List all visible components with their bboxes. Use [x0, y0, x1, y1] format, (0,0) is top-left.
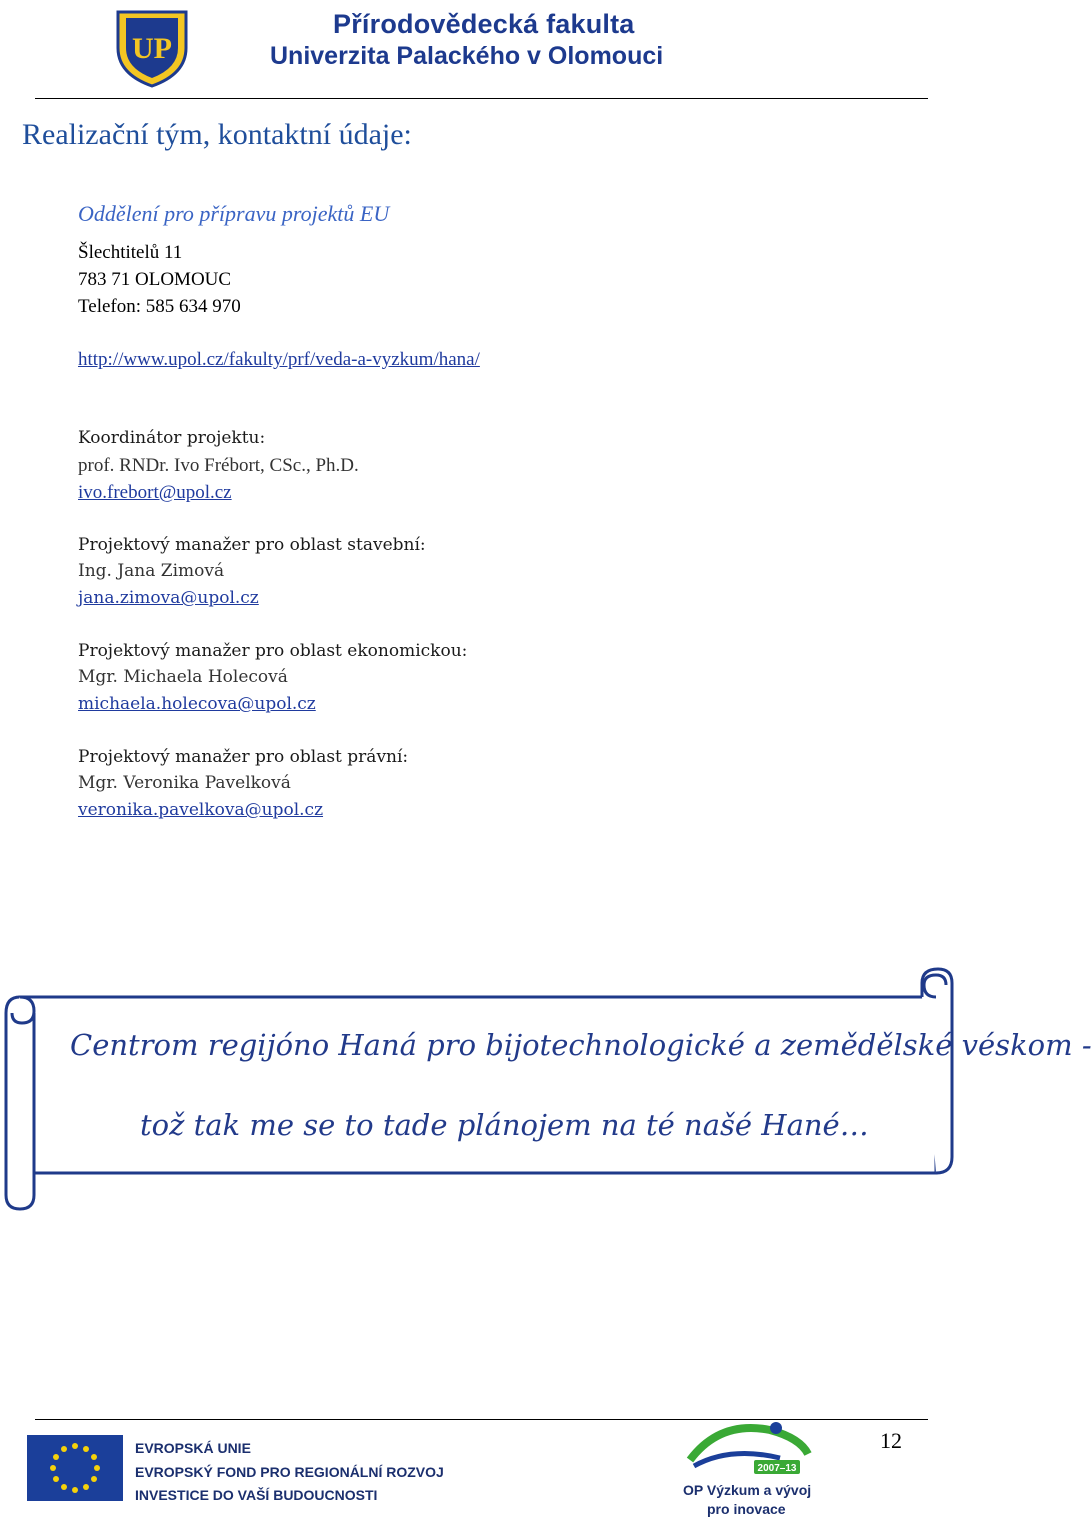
- department-street: Šlechtitelů 11: [78, 242, 183, 263]
- department-phone: Telefon: 585 634 970: [78, 296, 241, 317]
- eu-label: EVROPSKÁ UNIE: [135, 1440, 251, 1456]
- contact-email-link[interactable]: veronika.pavelkova@upol.cz: [78, 800, 324, 820]
- contact-email-link[interactable]: ivo.frebort@upol.cz: [78, 482, 232, 503]
- university-name: Univerzita Palackého v Olomouci: [270, 42, 664, 70]
- contact-name: prof. RNDr. Ivo Frébort, CSc., Ph.D.: [78, 455, 359, 476]
- investment-label: INVESTICE DO VAŠÍ BUDOUCNOSTI: [135, 1487, 378, 1503]
- op-subtitle: pro inovace: [707, 1501, 786, 1517]
- op-years: 2007–13: [757, 1463, 797, 1474]
- contact-role: Projektový manažer pro oblast ekonomickou:: [78, 641, 468, 661]
- department-city: 783 71 OLOMOUC: [78, 269, 232, 290]
- contact-email-link[interactable]: jana.zimova@upol.cz: [78, 588, 259, 608]
- op-title: OP Výzkum a vývoj: [683, 1482, 812, 1498]
- contact-role: Koordinátor projektu:: [78, 428, 266, 448]
- contact-name: Mgr. Veronika Pavelková: [78, 773, 291, 793]
- op-swirl-icon: [680, 1420, 820, 1480]
- eu-flag-icon: [27, 1435, 123, 1501]
- contact-email-link[interactable]: michaela.holecova@upol.cz: [78, 694, 316, 714]
- erdf-label: EVROPSKÝ FOND PRO REGIONÁLNÍ ROZVOJ: [135, 1464, 444, 1480]
- contact-name: Mgr. Michaela Holecová: [78, 667, 288, 687]
- contact-role: Projektový manažer pro oblast stavební:: [78, 535, 426, 555]
- contact-role: Projektový manažer pro oblast právní:: [78, 747, 409, 767]
- page-title: Realizační tým, kontaktní údaje:: [22, 118, 412, 151]
- department-url-link[interactable]: http://www.upol.cz/fakulty/prf/veda-a-vyzkum/hana/: [78, 349, 480, 370]
- scroll-banner: [0, 965, 960, 1215]
- banner-slogan-line2: tož tak me se to tade plánojem na té našé Hané…: [140, 1108, 869, 1142]
- department-heading: Oddělení pro přípravu projektů EU: [78, 201, 390, 226]
- faculty-name: Přírodovědecká fakulta: [333, 9, 635, 39]
- contact-name: Ing. Jana Zimová: [78, 561, 225, 581]
- upol-shield-logo-icon: [112, 8, 192, 88]
- page-number: 12: [880, 1428, 902, 1453]
- banner-slogan-line1: Centrom regijóno Haná pro bijotechnologické a zemědělské véskom -: [70, 1028, 1092, 1062]
- header-divider: [35, 98, 928, 99]
- svg-text:UP: UP: [132, 32, 172, 65]
- op-vavpi-logo: [680, 1420, 820, 1518]
